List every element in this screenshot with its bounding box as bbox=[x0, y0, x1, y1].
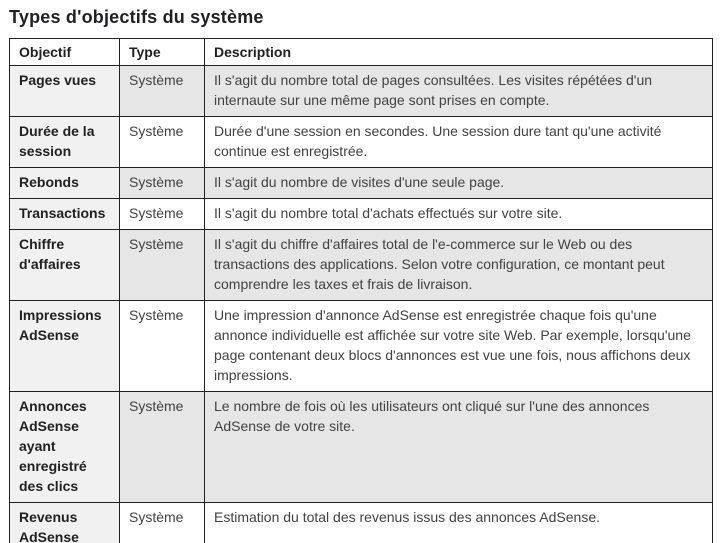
table-row-chiffre-affaires bbox=[10, 230, 713, 301]
description-cell: Une impression d'annonce AdSense est enregistrée chaque fois qu'une annonce individuelle est affichée sur votre site Web. Par exemple, lorsqu'une page contenant deux blocs d'annonces est vue une fois, nous affichons deux impressions. bbox=[205, 301, 713, 392]
description-cell: Durée d'une session en secondes. Une session dure tant qu'une activité continue est enregistrée. bbox=[205, 117, 713, 168]
table-row-duree-session bbox=[10, 117, 713, 168]
table-row-annonces-adsense-clics bbox=[10, 392, 713, 503]
column-header-description: Description bbox=[205, 39, 713, 66]
objectif-cell: Pages vues bbox=[10, 66, 120, 117]
table-row-revenus-adsense bbox=[10, 503, 713, 543]
description-cell: Il s'agit du nombre total de pages consultées. Les visites répétées d'un internaute sur une même page sont prises en compte. bbox=[205, 66, 713, 117]
objectif-cell: Chiffre d'affaires bbox=[10, 230, 120, 301]
table-row-rebonds bbox=[10, 168, 713, 199]
objectif-cell: Transactions bbox=[10, 199, 120, 230]
description-cell: Il s'agit du chiffre d'affaires total de l'e-commerce sur le Web ou des transactions des applications. Selon votre configuration, ce montant peut comprendre les taxes et frais de livraison. bbox=[205, 230, 713, 301]
objectif-cell: Impressions AdSense bbox=[10, 301, 120, 392]
goal-types-table bbox=[9, 38, 713, 543]
type-cell: Système bbox=[120, 503, 205, 543]
table-row-impressions-adsense bbox=[10, 301, 713, 392]
page-title: Types d'objectifs du système bbox=[9, 7, 264, 27]
type-cell: Système bbox=[120, 392, 205, 503]
description-cell: Il s'agit du nombre de visites d'une seule page. bbox=[205, 168, 713, 199]
table-row-pages-vues bbox=[10, 66, 713, 117]
column-header-objectif: Objectif bbox=[10, 39, 120, 66]
type-cell: Système bbox=[120, 117, 205, 168]
objectif-cell: Annonces AdSense ayant enregistré des clics bbox=[10, 392, 120, 503]
description-cell: Le nombre de fois où les utilisateurs ont cliqué sur l'une des annonces AdSense de votre site. bbox=[205, 392, 713, 503]
type-cell: Système bbox=[120, 66, 205, 117]
type-cell: Système bbox=[120, 199, 205, 230]
description-cell: Estimation du total des revenus issus des annonces AdSense. bbox=[205, 503, 713, 543]
table-header-row bbox=[10, 39, 713, 66]
column-header-type: Type bbox=[120, 39, 205, 66]
objectif-cell: Rebonds bbox=[10, 168, 120, 199]
type-cell: Système bbox=[120, 230, 205, 301]
table-row-transactions bbox=[10, 199, 713, 230]
type-cell: Système bbox=[120, 168, 205, 199]
objectif-cell: Durée de la session bbox=[10, 117, 120, 168]
description-cell: Il s'agit du nombre total d'achats effectués sur votre site. bbox=[205, 199, 713, 230]
type-cell: Système bbox=[120, 301, 205, 392]
objectif-cell: Revenus AdSense bbox=[10, 503, 120, 543]
